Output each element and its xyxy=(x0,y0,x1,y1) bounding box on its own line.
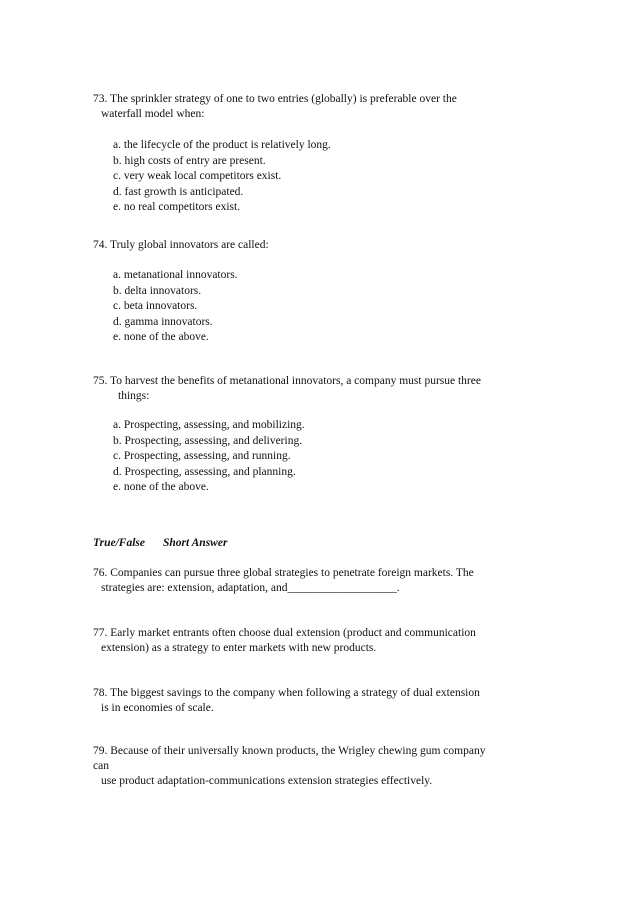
question-73-line-1: 73. The sprinkler strategy of one to two entries (globally) is preferable over the xyxy=(93,93,457,105)
question-79-line-1: 79. Because of their universally known products, the Wrigley chewing gum company xyxy=(93,745,486,757)
section-label-true-false: True/False xyxy=(93,537,145,549)
option-74-b: b. delta innovators. xyxy=(113,284,202,297)
question-73-line-2: waterfall model when: xyxy=(101,108,205,120)
question-75-line-1: 75. To harvest the benefits of metanational innovators, a company must pursue three xyxy=(93,375,481,387)
question-76-line-2: strategies are: extension, adaptation, and___________________. xyxy=(101,582,400,594)
question-78-line-2: is in economies of scale. xyxy=(101,702,214,714)
question-74-options xyxy=(113,268,238,346)
question-79-cont xyxy=(93,774,553,789)
question-75 xyxy=(93,374,553,404)
option-73-a: a. the lifecycle of the product is relatively long. xyxy=(113,139,331,151)
question-76 xyxy=(93,566,553,596)
question-77 xyxy=(93,626,553,656)
question-79 xyxy=(93,744,553,759)
question-75-line-2: things: xyxy=(118,390,150,402)
option-74-e: e. none of the above. xyxy=(113,331,209,344)
option-75-e: e. none of the above. xyxy=(113,481,209,494)
option-74-a: a. metanational innovators. xyxy=(113,269,238,281)
question-77-line-2: extension) as a strategy to enter markets with new products. xyxy=(101,642,377,654)
question-76-line-1: 76. Companies can pursue three global strategies to penetrate foreign markets. The xyxy=(93,567,474,579)
option-74-d: d. gamma innovators. xyxy=(113,315,213,328)
option-75-d: d. Prospecting, assessing, and planning. xyxy=(113,465,296,478)
option-75-c: c. Prospecting, assessing, and running. xyxy=(113,450,291,463)
option-73-c: c. very weak local competitors exist. xyxy=(113,170,282,183)
option-75-a: a. Prospecting, assessing, and mobilizing. xyxy=(113,419,305,431)
question-74-line-1: 74. Truly global innovators are called: xyxy=(93,239,269,251)
question-78 xyxy=(93,686,553,716)
section-heading xyxy=(93,536,227,551)
question-79-line-2: can xyxy=(93,760,109,772)
question-73 xyxy=(93,92,553,122)
question-75-options xyxy=(113,418,305,496)
section-label-short-answer: Short Answer xyxy=(162,537,228,549)
option-75-b: b. Prospecting, assessing, and delivering. xyxy=(113,434,303,447)
question-79-line-3: use product adaptation-communications extension strategies effectively. xyxy=(101,775,433,787)
question-73-options xyxy=(113,138,331,216)
option-74-c: c. beta innovators. xyxy=(113,300,198,313)
question-77-line-1: 77. Early market entrants often choose dual extension (product and communication xyxy=(93,627,476,639)
question-74 xyxy=(93,238,553,253)
option-73-b: b. high costs of entry are present. xyxy=(113,154,266,167)
option-73-d: d. fast growth is anticipated. xyxy=(113,185,244,198)
option-73-e: e. no real competitors exist. xyxy=(113,201,241,214)
question-78-line-1: 78. The biggest savings to the company when following a strategy of dual extension xyxy=(93,687,480,699)
